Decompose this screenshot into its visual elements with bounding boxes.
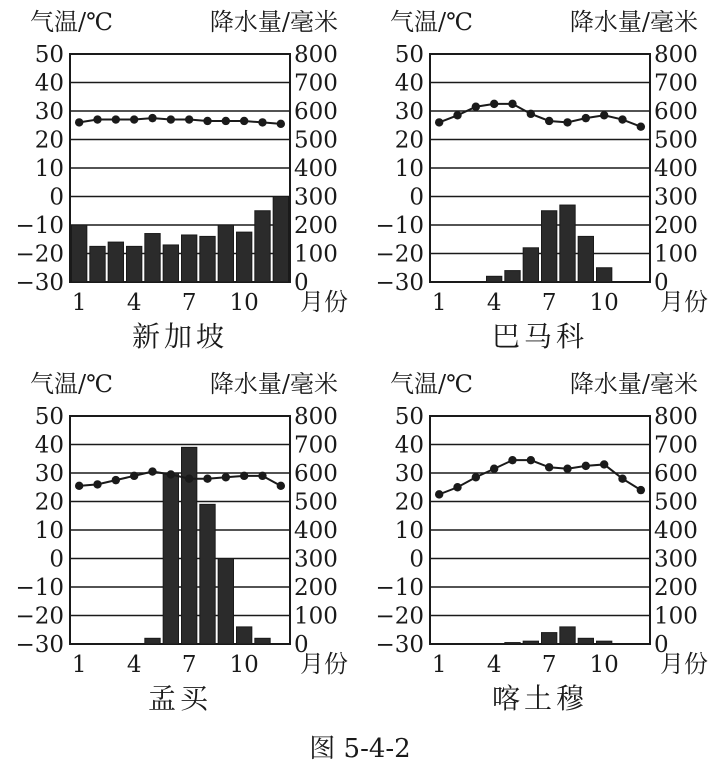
precipitation-bar-month-11 <box>255 638 270 644</box>
city-title: 孟买 <box>147 682 213 715</box>
temperature-point-month-12 <box>277 482 285 490</box>
temperature-tick-label: −30 <box>375 632 424 658</box>
temperature-tick-label: −10 <box>375 213 424 239</box>
precipitation-bar-month-7 <box>182 235 197 282</box>
temperature-point-month-10 <box>600 111 608 119</box>
temperature-point-month-2 <box>453 111 461 119</box>
temperature-axis-label: 气温/℃ <box>30 8 113 36</box>
precipitation-bar-month-5 <box>145 638 160 644</box>
precipitation-bar-month-3 <box>108 242 123 282</box>
temperature-point-month-7 <box>185 115 193 123</box>
precipitation-tick-label: 200 <box>654 213 698 239</box>
month-tick-label: 10 <box>589 290 619 316</box>
precipitation-tick-label: 300 <box>294 184 338 211</box>
precipitation-bar-month-10 <box>237 627 252 644</box>
temperature-point-month-6 <box>167 470 175 478</box>
precipitation-tick-label: 300 <box>294 546 338 573</box>
month-tick-label: 7 <box>181 652 197 678</box>
city-title: 喀土穆 <box>491 682 589 715</box>
precipitation-bar-month-5 <box>145 234 160 282</box>
month-tick-label: 7 <box>541 290 557 316</box>
precipitation-bar-month-6 <box>163 473 178 644</box>
precipitation-tick-label: 100 <box>654 241 698 268</box>
temperature-point-month-12 <box>277 120 285 128</box>
temperature-point-month-2 <box>93 115 101 123</box>
precipitation-bar-month-4 <box>487 276 502 282</box>
precipitation-bar-month-10 <box>597 268 612 282</box>
precipitation-bar-month-5 <box>505 271 520 282</box>
precipitation-tick-label: 600 <box>654 99 698 125</box>
month-tick-label: 4 <box>126 290 142 316</box>
precipitation-bar-month-9 <box>578 236 593 282</box>
precipitation-bar-month-6 <box>163 245 178 282</box>
precipitation-bar-month-8 <box>560 205 575 282</box>
temperature-point-month-6 <box>527 456 535 464</box>
temperature-point-month-1 <box>435 118 443 126</box>
temperature-point-month-3 <box>472 103 480 111</box>
precipitation-tick-label: 700 <box>654 70 698 97</box>
temperature-point-month-11 <box>618 475 626 483</box>
precipitation-tick-label: 400 <box>654 156 698 182</box>
temperature-point-month-2 <box>93 480 101 488</box>
precipitation-bar-month-11 <box>255 211 270 282</box>
temperature-point-month-2 <box>453 483 461 491</box>
temperature-tick-label: −20 <box>15 603 64 630</box>
temperature-tick-label: 50 <box>34 42 64 68</box>
month-tick-label: 1 <box>431 290 447 316</box>
temperature-tick-label: 20 <box>394 127 424 154</box>
temperature-point-month-6 <box>167 115 175 123</box>
precipitation-bar-month-9 <box>218 559 233 645</box>
temperature-point-month-1 <box>75 482 83 490</box>
temperature-tick-label: 20 <box>394 489 424 516</box>
temperature-tick-label: 10 <box>34 518 64 544</box>
climate-chart-4 <box>375 370 708 715</box>
precipitation-bar-month-7 <box>542 633 557 644</box>
temperature-point-month-8 <box>203 117 211 125</box>
precipitation-axis-label: 降水量/毫米 <box>569 8 698 36</box>
temperature-tick-label: 10 <box>394 156 424 182</box>
temperature-point-month-9 <box>582 462 590 470</box>
temperature-axis-label: 气温/℃ <box>390 8 473 36</box>
precipitation-tick-label: 0 <box>654 270 669 296</box>
precipitation-bar-month-4 <box>127 246 142 282</box>
precipitation-tick-label: 800 <box>294 42 338 68</box>
precipitation-tick-label: 600 <box>654 461 698 487</box>
precipitation-bar-month-5 <box>505 643 520 644</box>
precipitation-tick-label: 500 <box>654 489 698 516</box>
temperature-point-month-8 <box>203 475 211 483</box>
temperature-tick-label: 20 <box>34 489 64 516</box>
temperature-point-month-4 <box>130 115 138 123</box>
city-title: 新加坡 <box>131 320 229 353</box>
temperature-line <box>79 118 281 124</box>
temperature-point-month-4 <box>490 465 498 473</box>
temperature-point-month-11 <box>258 118 266 126</box>
temperature-point-month-5 <box>508 100 516 108</box>
precipitation-tick-label: 400 <box>294 518 338 544</box>
temperature-tick-label: 20 <box>34 127 64 154</box>
precipitation-tick-label: 500 <box>654 127 698 154</box>
month-unit-label: 月份 <box>660 288 708 316</box>
climate-chart-1 <box>15 8 348 353</box>
temperature-tick-label: −10 <box>15 213 64 239</box>
month-unit-label: 月份 <box>300 650 348 678</box>
temperature-tick-label: −30 <box>375 270 424 296</box>
precipitation-bar-month-8 <box>560 627 575 644</box>
temperature-tick-label: 50 <box>394 42 424 68</box>
temperature-point-month-3 <box>112 115 120 123</box>
month-tick-label: 7 <box>541 652 557 678</box>
temperature-tick-label: 0 <box>49 546 64 573</box>
month-tick-label: 7 <box>181 290 197 316</box>
temperature-tick-label: 50 <box>394 404 424 430</box>
temperature-tick-label: 0 <box>409 184 424 211</box>
precipitation-tick-label: 100 <box>654 603 698 630</box>
temperature-point-month-10 <box>240 472 248 480</box>
precipitation-bar-month-7 <box>542 211 557 282</box>
precipitation-bar-month-1 <box>72 225 87 282</box>
temperature-point-month-3 <box>112 476 120 484</box>
climate-chart-2 <box>375 8 708 353</box>
temperature-point-month-1 <box>435 490 443 498</box>
temperature-tick-label: −20 <box>375 241 424 268</box>
precipitation-axis-label: 降水量/毫米 <box>209 8 338 36</box>
temperature-axis-label: 气温/℃ <box>30 370 113 398</box>
temperature-point-month-7 <box>185 475 193 483</box>
temperature-tick-label: 0 <box>409 546 424 573</box>
temperature-tick-label: 30 <box>34 461 64 487</box>
precipitation-tick-label: 400 <box>294 156 338 182</box>
temperature-point-month-9 <box>222 117 230 125</box>
temperature-line <box>439 460 641 494</box>
temperature-point-month-7 <box>545 117 553 125</box>
temperature-point-month-5 <box>148 467 156 475</box>
precipitation-tick-label: 800 <box>654 404 698 430</box>
precipitation-axis-label: 降水量/毫米 <box>569 370 698 398</box>
precipitation-tick-label: 500 <box>294 127 338 154</box>
temperature-point-month-11 <box>258 472 266 480</box>
temperature-point-month-10 <box>240 117 248 125</box>
month-tick-label: 1 <box>431 652 447 678</box>
temperature-point-month-10 <box>600 460 608 468</box>
temperature-point-month-12 <box>637 486 645 494</box>
month-tick-label: 10 <box>589 652 619 678</box>
precipitation-tick-label: 600 <box>294 99 338 125</box>
month-tick-label: 10 <box>229 652 259 678</box>
temperature-point-month-11 <box>618 115 626 123</box>
temperature-point-month-5 <box>508 456 516 464</box>
precipitation-tick-label: 700 <box>654 432 698 459</box>
precipitation-tick-label: 500 <box>294 489 338 516</box>
precipitation-bar-month-8 <box>200 236 215 282</box>
temperature-line <box>79 472 281 486</box>
temperature-line <box>439 104 641 127</box>
precipitation-tick-label: 200 <box>654 575 698 601</box>
precipitation-bar-month-9 <box>578 638 593 644</box>
temperature-point-month-1 <box>75 118 83 126</box>
temperature-tick-label: 0 <box>49 184 64 211</box>
precipitation-axis-label: 降水量/毫米 <box>209 370 338 398</box>
precipitation-tick-label: 100 <box>294 241 338 268</box>
temperature-tick-label: −10 <box>15 575 64 601</box>
month-tick-label: 1 <box>71 290 87 316</box>
precipitation-bar-month-6 <box>523 641 538 644</box>
temperature-point-month-9 <box>222 473 230 481</box>
precipitation-bar-month-12 <box>273 197 288 283</box>
temperature-point-month-12 <box>637 122 645 130</box>
precipitation-bar-month-2 <box>90 246 105 282</box>
temperature-point-month-7 <box>545 463 553 471</box>
precipitation-tick-label: 0 <box>654 632 669 658</box>
temperature-point-month-9 <box>582 114 590 122</box>
precipitation-tick-label: 0 <box>294 270 309 296</box>
precipitation-tick-label: 100 <box>294 603 338 630</box>
precipitation-tick-label: 800 <box>654 42 698 68</box>
temperature-point-month-8 <box>563 465 571 473</box>
temperature-point-month-4 <box>130 472 138 480</box>
temperature-point-month-6 <box>527 110 535 118</box>
climate-chart-3 <box>15 370 348 715</box>
temperature-point-month-3 <box>472 473 480 481</box>
temperature-point-month-5 <box>148 114 156 122</box>
month-tick-label: 10 <box>229 290 259 316</box>
month-tick-label: 4 <box>486 652 502 678</box>
precipitation-tick-label: 600 <box>294 461 338 487</box>
month-unit-label: 月份 <box>660 650 708 678</box>
precipitation-bar-month-8 <box>200 504 215 644</box>
temperature-point-month-4 <box>490 100 498 108</box>
temperature-tick-label: −20 <box>15 241 64 268</box>
city-title: 巴马科 <box>491 320 589 353</box>
temperature-tick-label: 40 <box>394 432 424 459</box>
precipitation-tick-label: 0 <box>294 632 309 658</box>
temperature-tick-label: −30 <box>15 270 64 296</box>
precipitation-tick-label: 400 <box>654 518 698 544</box>
precipitation-bar-month-6 <box>523 248 538 282</box>
temperature-point-month-8 <box>563 118 571 126</box>
precipitation-bar-month-10 <box>597 641 612 644</box>
temperature-tick-label: 40 <box>34 432 64 459</box>
month-unit-label: 月份 <box>300 288 348 316</box>
temperature-tick-label: 40 <box>34 70 64 97</box>
precipitation-tick-label: 200 <box>294 213 338 239</box>
temperature-tick-label: 30 <box>394 99 424 125</box>
precipitation-bar-month-9 <box>218 225 233 282</box>
precipitation-tick-label: 200 <box>294 575 338 601</box>
month-tick-label: 4 <box>126 652 142 678</box>
figure-caption: 图 5-4-2 <box>309 734 411 764</box>
temperature-tick-label: 10 <box>394 518 424 544</box>
temperature-tick-label: 30 <box>34 99 64 125</box>
temperature-tick-label: 30 <box>394 461 424 487</box>
temperature-axis-label: 气温/℃ <box>390 370 473 398</box>
temperature-tick-label: 50 <box>34 404 64 430</box>
temperature-tick-label: −20 <box>375 603 424 630</box>
month-tick-label: 4 <box>486 290 502 316</box>
precipitation-tick-label: 800 <box>294 404 338 430</box>
month-tick-label: 1 <box>71 652 87 678</box>
precipitation-tick-label: 700 <box>294 432 338 459</box>
temperature-tick-label: −30 <box>15 632 64 658</box>
temperature-tick-label: −10 <box>375 575 424 601</box>
precipitation-tick-label: 300 <box>654 546 698 573</box>
precipitation-tick-label: 300 <box>654 184 698 211</box>
precipitation-bar-month-10 <box>237 232 252 282</box>
precipitation-tick-label: 700 <box>294 70 338 97</box>
temperature-tick-label: 40 <box>394 70 424 97</box>
temperature-tick-label: 10 <box>34 156 64 182</box>
